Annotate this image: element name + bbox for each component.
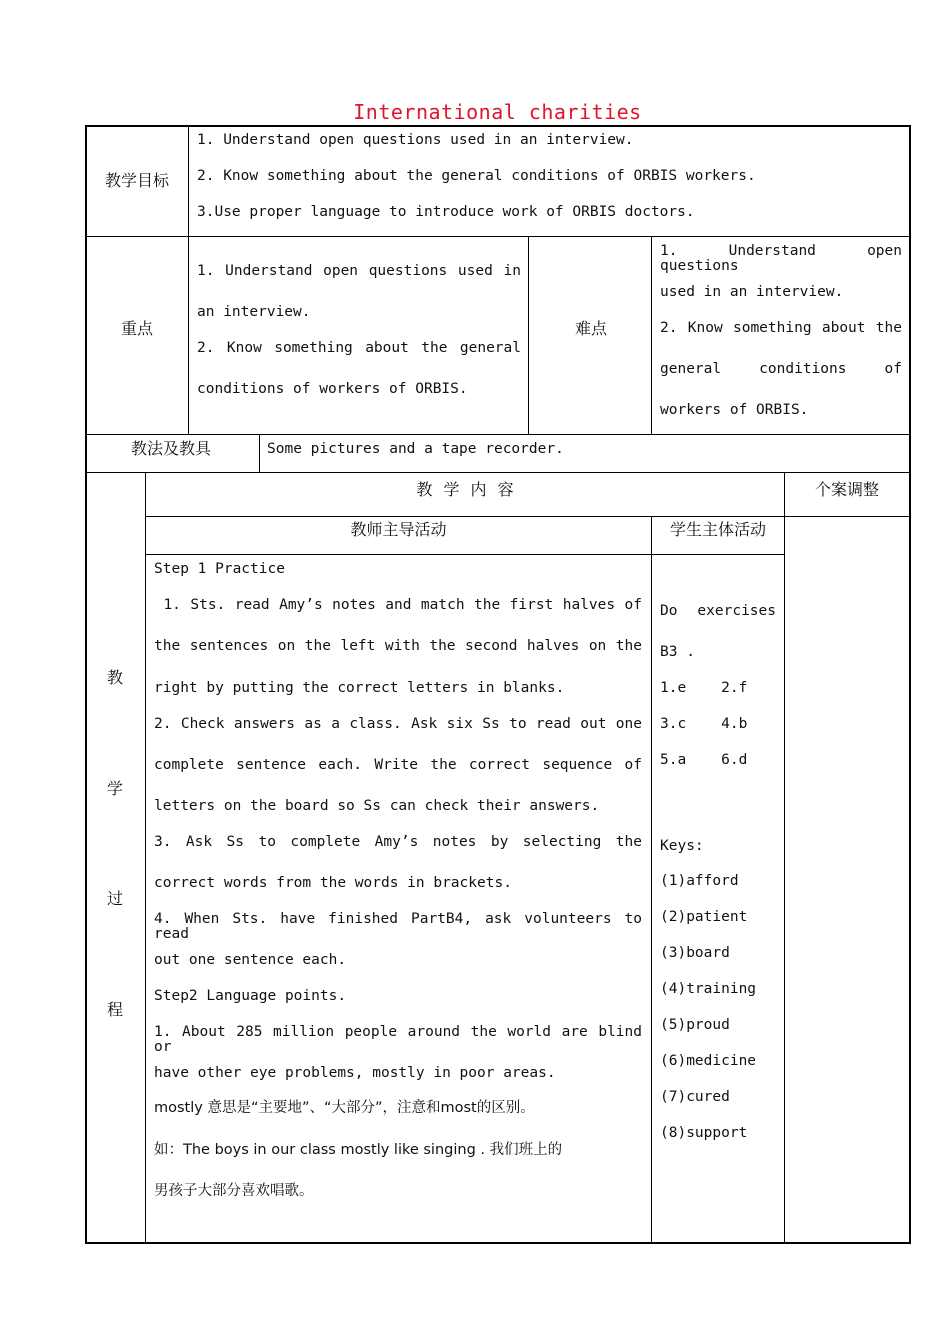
student-line: (6)medicine [660,1053,757,1069]
teacher-line: correct words from the words in brackets. [154,875,512,891]
student-line: B3 . [660,644,695,660]
objectives-label: 教学目标 [105,171,170,190]
teacher-line: the sentences on the left with the second halves on the [154,638,642,654]
difficult-points-line: 1. Understand open questions [660,243,902,274]
teacher-line: mostly 意思是“主要地”、“大部分”，注意和most的区别。 [154,1100,535,1116]
content-header: 教 学 内 容 [416,480,514,499]
teacher-line: 1. Sts. read Amy’s notes and match the first halves of [154,597,643,613]
student-line: (7)cured [660,1089,730,1105]
student-line: Do exercises [660,603,776,619]
methods-value: Some pictures and a tape recorder. [267,441,564,457]
adjust-header: 个案调整 [814,480,879,499]
teacher-activity-header: 教师主导活动 [350,520,447,539]
key-points-line: 1. Understand open questions used in [197,263,521,279]
key-points-line: conditions of workers of ORBIS. [197,381,468,397]
difficult-points-line: general conditions of [660,361,902,377]
teacher-line: letters on the board so Ss can check their answers. [154,798,600,814]
student-line: (1)afford [660,873,739,889]
key-points-line: 2. Know something about the general [197,340,521,356]
teacher-line: 如：The boys in our class mostly like singing . 我们班上的 [154,1142,563,1158]
difficult-points-line: workers of ORBIS. [660,402,809,418]
student-line: (5)proud [660,1017,730,1033]
teacher-line: 4. When Sts. have finished PartB4, ask volunteers to read [154,911,642,942]
key-points-line: an interview. [197,304,311,320]
teacher-line: right by putting the correct letters in blanks. [154,680,565,696]
process-side-label-char: 过 [107,889,124,908]
objective-item: 3.Use proper language to introduce work of ORBIS doctors. [197,204,695,220]
teacher-line: Step2 Language points. [154,988,347,1004]
key-points-label: 重点 [121,319,154,338]
student-line: (8)support [660,1125,748,1141]
teacher-line: have other eye problems, mostly in poor areas. [154,1065,556,1081]
difficult-points-label: 难点 [575,319,608,338]
difficult-points-line: used in an interview. [660,284,844,300]
student-activity-header: 学生主体活动 [669,520,766,539]
process-side-label-char: 程 [107,1000,124,1019]
teacher-line: out one sentence each. [154,952,347,968]
student-line: (4)training [660,981,757,997]
methods-label: 教法及教具 [131,439,212,458]
teacher-line: 1. About 285 million people around the world are blind or [154,1024,642,1055]
student-line: 3.c 4.b [660,716,748,732]
student-line: 1.e 2.f [660,680,748,696]
student-line: Keys: [660,838,704,854]
process-side-label-char: 学 [107,779,124,798]
student-line: (3)board [660,945,730,961]
objective-item: 1. Understand open questions used in an interview. [197,132,634,148]
student-line: 5.a 6.d [660,752,748,768]
teacher-line: Step 1 Practice [154,561,285,577]
student-line: (2)patient [660,909,748,925]
teacher-line: 男孩子大部分喜欢唱歌。 [154,1183,314,1199]
teacher-line: 2. Check answers as a class. Ask six Ss to read out one [154,716,642,732]
teacher-line: 3. Ask Ss to complete Amy’s notes by selecting the [154,834,642,850]
objective-item: 2. Know something about the general conditions of ORBIS workers. [197,168,756,184]
document-title: International charities [353,100,642,124]
difficult-points-line: 2. Know something about the [660,320,902,336]
teacher-line: complete sentence each. Write the correct sequence of [154,757,642,773]
process-side-label-char: 教 [107,668,124,687]
